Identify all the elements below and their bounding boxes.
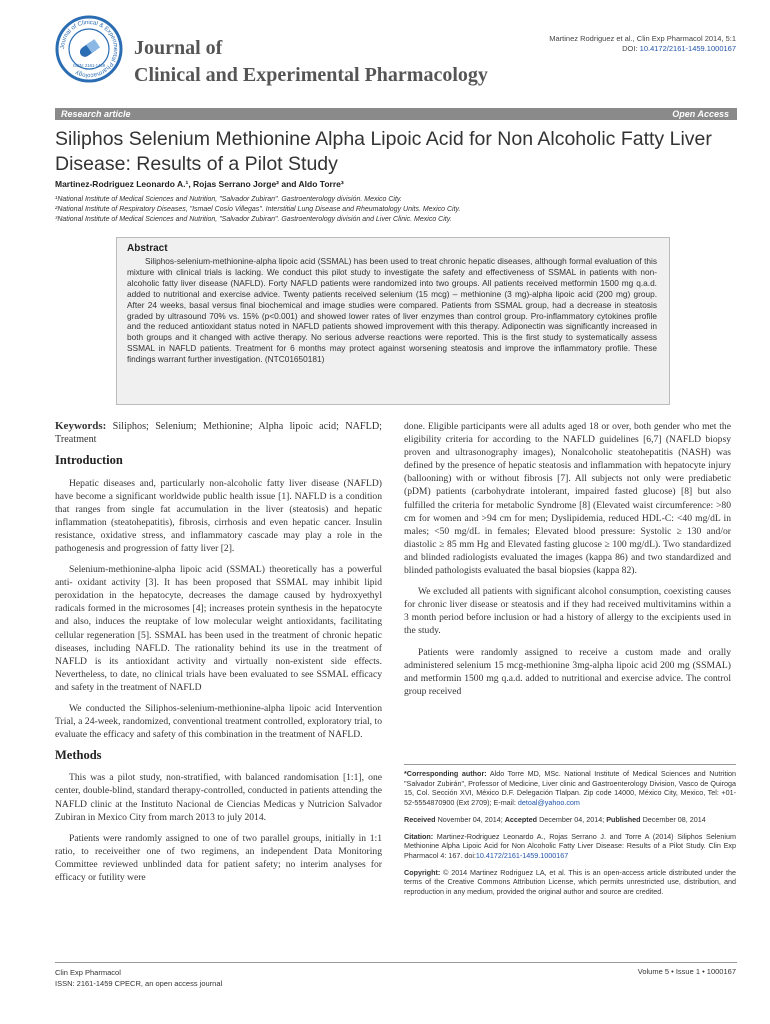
methods-paragraph-1: This was a pilot study, non-stratified, with balanced randomisation [1:1], one center, double-blind, standard therapy-controlled, conducted in patients attending the NAFLD clinic at the Instituto Nacional de Ciencias Medicas y Nutricion Salvador Zubiran in Mexico City from march 2013 to july 2014.	[55, 772, 382, 823]
citation-doi-link[interactable]: 10.4172/2161-1459.1000167	[475, 850, 569, 860]
accepted-date: December 04, 2014;	[539, 814, 605, 824]
author-list: Martinez-Rodriguez Leonardo A.¹, Rojas Serrano Jorge² and Aldo Torre³	[55, 179, 344, 189]
logo-ring-textpath: Journal of Clinical & Experimental Pharmacology	[59, 19, 119, 79]
abstract-box	[116, 237, 670, 405]
affiliation-3: ³National Institute of Medical Sciences and Nutrition, "Salvador Zubiran". Gastroenterology división and Liver Clinic. Mexico City.	[55, 216, 452, 224]
keywords-label: Keywords:	[55, 420, 107, 432]
correspondence-block	[404, 764, 736, 904]
citation-line: Martinez Rodriguez et al., Clin Exp Pharmacol 2014, 5:1	[549, 34, 736, 43]
copyright-note	[404, 868, 736, 897]
doi-link[interactable]: 10.4172/2161-1459.1000167	[639, 44, 736, 53]
issn-badge: ISSN: 2161-1459	[72, 63, 106, 68]
doi-label: DOI:	[622, 44, 638, 53]
open-access-label: Open Access	[672, 109, 729, 119]
footer-issn: ISSN: 2161-1459 CPECR, an open access journal	[55, 979, 223, 988]
journal-title-line2: Clinical and Experimental Pharmacology	[134, 64, 488, 86]
article-title: Siliphos Selenium Methionine Alpha Lipoic Acid for Non Alcoholic Fatty Liver Disease: Results of a Pilot Study	[55, 128, 712, 175]
journal-title-line1: Journal of	[134, 37, 223, 59]
citation-label: Citation:	[404, 831, 434, 841]
footer-left	[55, 967, 222, 989]
corresponding-author	[404, 769, 736, 808]
right-column	[404, 420, 731, 706]
article-type: Research article	[61, 109, 131, 119]
right-paragraph-1: done. Eligible participants were all adults aged 18 or over, both gender who met the eligibility criteria for according to the NAFLD guidelines [6,7] (NAFLD biopsy proven and ultrasonography images), Nonalcoholic steatohepatitis (NASH) was defined by the presence of hepatic steatosis and inflammation with hepatocyte injury (ballooning) with or without fibrosis [7]. All subjects not only were prediabetic (pDM) patients (carbohydrate intolerant, impaired fasted glucose) [8] but also fulfilled the criteria for metabolic Syndrome [8] (Elevated waist circumference: >80 cm for women and >94 cm for men; Dyslipidemia, reduced HDL-C: <40 mg/dL in males; <50 mg/dL in females; Elevated blood pressure: Systolic ≥ 130 and/or diastolic ≥ 85 mm Hg and Elevated fasting glucose ≥ 100 mg/dL). Two standardized and blinded radiologists evaluated the images (kappa 86) and two standardized and blinded pathologists evaluated the basal biopsies (kappa 82).	[404, 421, 731, 577]
citation-text: Martinez-Rodriguez Leonardo A., Rojas Serrano J. and Torre A (2014) Siliphos Selenium Methionine Alpha Lipoic Acid for Non Alcoholic Fatty Liver Disease: Results of a Pilot Study. Clin Exp Pharmacol 4: 167. doi:	[404, 831, 736, 860]
keywords-text: Siliphos; Selenium; Methionine; Alpha lipoic acid; NAFLD; Treatment	[55, 421, 383, 446]
footer-divider	[55, 962, 737, 963]
intro-paragraph-2: Selenium-methionine-alpha lipoic acid (SSMAL) theoretically has a powerful anti- oxidant activity [3]. It has been proposed that SSMAL may inhibit lipid peroxidation in the hepatocyte, decreases the damage caused by hydroxyethyl radicals formed in the microsomes [4]; increases protein synthesis in the hepatocyte and also, induces the reuptake of low molecular weight antioxidants, facilitating cellular regeneration [5]. SSMAL has been used in the treatment of chronic hepatic diseases, including NAFLD. The rationality behind its use in the treatment of NAFLD is its antioxidant activity and virtually non-existent side effects. Nevertheless, to date, no clinical trials have been evaluated to see SSMAL efficacy and safety in the treatment of NAFLD	[55, 564, 382, 693]
journal-title	[134, 35, 488, 89]
received-label: Received	[404, 814, 436, 824]
right-paragraph-3: Patients were randomly assigned to receive a custom made and orally administered selenium 15 mcg-methionine 3mg-alpha lipoic acid 200 mg (SSMAL) and metformin 1500 mg q.a.d. added to nutritional and exercise advice. The control group received	[404, 646, 731, 697]
received-date: November 04, 2014;	[437, 814, 503, 824]
copyright-label: Copyright:	[404, 867, 441, 877]
header-citation	[549, 34, 736, 54]
journal-logo	[55, 15, 123, 83]
methods-paragraph-2: Patients were randomly assigned to one of two parallel groups, initially in 1:1 ratio, to receiveither one of two regimens, an independent Data Monitoring Committee reviewed unblinded data for patient safety; no interim analyses for efficacy or futility were	[55, 832, 382, 884]
published-date: December 08, 2014	[642, 814, 706, 824]
abstract-heading: Abstract	[127, 243, 168, 254]
left-column	[55, 420, 382, 892]
intro-paragraph-3: We conducted the Siliphos-selenium-methionine-alpha lipoic acid Intervention Trial, a 24-week, randomized, conventional treatment controlled, exploratory trial, to evaluate the efficacy and safety of this combination in the treatment of NAFLD.	[55, 703, 382, 741]
methods-heading: Methods	[55, 748, 102, 763]
affiliation-2: ²National Institute of Respiratory Diseases, "Ismael Cosío Villegas". Interstitial Lung Disease and Rheumatology Units. Mexico City.	[55, 206, 461, 214]
affiliation-1: ¹National Institute of Medical Sciences and Nutrition, "Salvador Zubiran". Gastroenterology división. Mexico City.	[55, 196, 402, 203]
published-label: Published	[606, 814, 641, 824]
footer-volume: Volume 5 • Issue 1 • 1000167	[637, 967, 736, 976]
doi-line	[549, 44, 736, 54]
footer-journal: Clin Exp Pharmacol	[55, 968, 121, 977]
right-paragraph-2: We excluded all patients with significant alcohol consumption, coexisting causes for chronic liver disease or steatosis and if they had received multivitamins within a 3 month period before inclusion or had a history of allergy to the excipients used in the study.	[404, 586, 731, 637]
accepted-label: Accepted	[504, 814, 538, 824]
keywords	[55, 420, 382, 446]
dates-line	[404, 815, 736, 825]
introduction-heading: Introduction	[55, 453, 123, 468]
corresponding-text: Aldo Torre MD, MSc. National Institute of Medical Sciences and Nutrition "Salvador Zubirán", Professor of Medicine, Liver clinic and Gastroenterology Division, Vasco de Quiroga 15, Col. Sección XVI, México D.F. Delegación Tlalpan. Zip code 14000, México City, Mexico, Tel: +01-52-5554870900 (Ext 2709); E-mail:	[404, 769, 736, 808]
copyright-text: © 2014 Martinez Rodriguez LA, et al. This is an open-access article distributed under the terms of the Creative Commons Attribution License, which permits unrestricted use, distribution, and reproduction in any medium, provided the original author and source are credited.	[404, 867, 736, 897]
intro-paragraph-1: Hepatic diseases and, particularly non-alcoholic fatty liver disease (NAFLD) have become a significant worldwide public health issue [1]. NAFLD is a condition that ranges from single fat accumulation in the liver (steatosis) and hepatic inflammation (steatohepatitis), fibrosis, cirrhosis and even hepatic cancer. Insulin resistance, oxidative stress, and inflammatory cascade may play a role in the pathogenesis and progression of fatty liver [2].	[55, 477, 382, 554]
email-link[interactable]: detoal@yahoo.com	[517, 798, 580, 808]
abstract-text: Siliphos-selenium-methionine-alpha lipoic acid (SSMAL) has been used to treat chronic hepatic diseases, although formal evaluation of this mixture with clinical trials is lacking. We conduct this pilot study to investigate the safety and effectiveness of SSMAL in patients with non-alcoholic fatty liver disease (NAFLD). Forty NAFLD patients were randomized into two groups. All patients received metformin 1500 mg q.a.d. added to nutritional and exercise advice. Twenty patients received selenium (15 mcg) – methionine (3 mg)-alpha lipoic acid (200 mg) group. After 24 weeks, basal versus final biochemical and image studies were compared. Patients from SSMAL group, had a decrease in steatosis graded by ultrasound 70% vs. 15% (p<0.001) and showed lower rates of liver enzymes than control group. Pro-inflammatory cytokines profile and the reduced antioxidant status noted in NAFLD patients showed improvement with this therapy. Adiponectin was significantly increased in both groups and it changed with active therapy. No serious adverse reactions were reported. This is the first study to systematically assess SSMAL in NAFLD patients. Treatment for 6 months may protect against worsening steatosis and improve the inflammatory profile. These findings warrant further investigation. (NTC01650181)	[127, 256, 657, 365]
affiliations	[55, 195, 460, 226]
corresponding-label: *Corresponding author:	[404, 769, 487, 778]
citation-note	[404, 832, 736, 861]
article-type-bar	[55, 108, 737, 120]
